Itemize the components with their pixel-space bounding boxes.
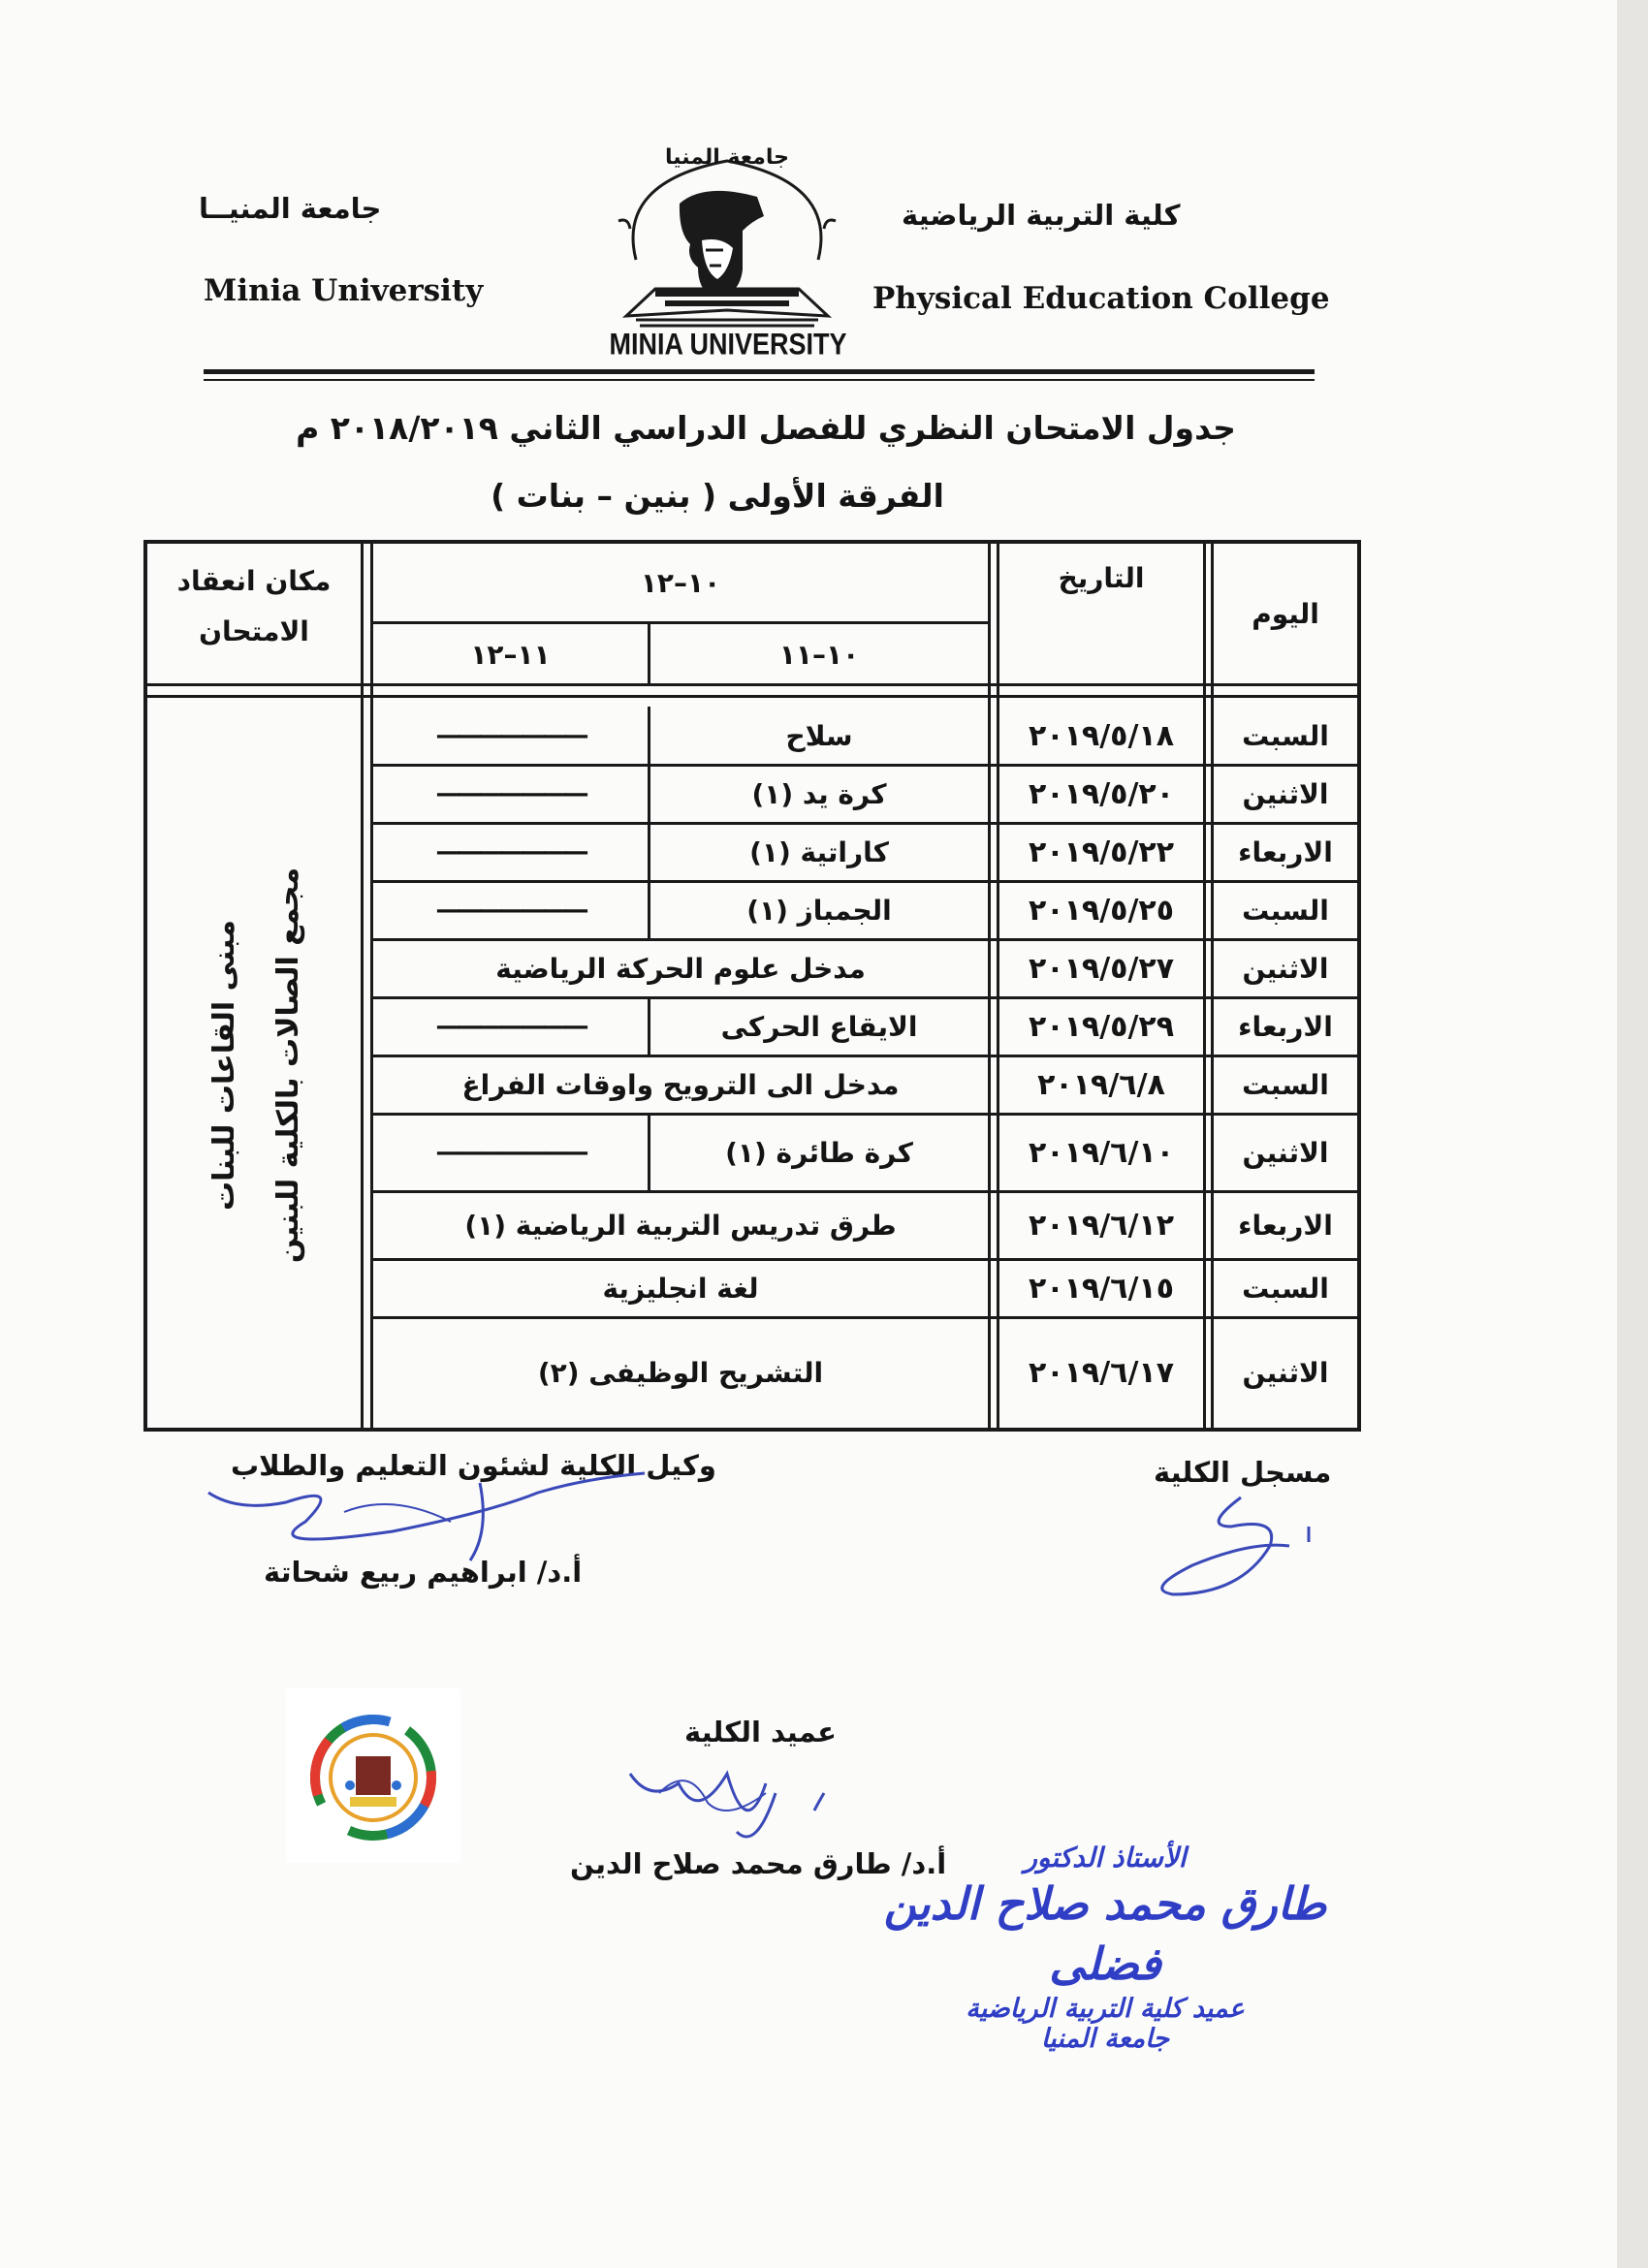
row-subject: كرة طائرة (١) xyxy=(725,1136,913,1169)
row-date: ٢٠١٩/٦/١٥ xyxy=(1028,1271,1175,1306)
row-subject: الجمباز (١) xyxy=(746,894,892,927)
row-date: ٢٠١٩/٥/٢٢ xyxy=(1028,835,1175,869)
row-period-divider xyxy=(648,765,650,823)
period-header-divider xyxy=(370,621,991,624)
row-period-divider xyxy=(648,707,650,765)
header-date: التاريخ xyxy=(1058,561,1145,594)
exam-schedule-table xyxy=(143,540,1361,1432)
venue-cell xyxy=(151,707,363,1424)
header-period-a: ١٠–١١ xyxy=(778,638,860,671)
dean-signature-icon xyxy=(620,1754,853,1861)
row-day: السبت xyxy=(1242,1068,1329,1101)
exam-schedule-subtitle: الفرقة الأولى ( بنين – بنات ) xyxy=(491,477,944,515)
header-venue-line1: مكان انعقاد xyxy=(176,564,332,597)
row-empty-dash: ——————— xyxy=(435,1138,586,1167)
row-date: ٢٠١٩/٥/٢٩ xyxy=(1028,1009,1175,1044)
dean-name: أ.د/ طارق محمد صلاح الدين xyxy=(570,1847,947,1880)
venue-boys-halls: مجمع الصالات بالكلية للبنين xyxy=(271,866,306,1264)
row-subject-full: طرق تدريس التربية الرياضية (١) xyxy=(464,1209,897,1242)
row-day: الاثنين xyxy=(1242,1136,1329,1169)
row-period-divider xyxy=(648,1114,650,1191)
row-period-divider xyxy=(648,823,650,881)
row-date: ٢٠١٩/٥/٢٠ xyxy=(1028,776,1175,811)
row-day: الاثنين xyxy=(1242,777,1329,810)
row-day: السبت xyxy=(1242,719,1329,752)
header-rule-thin xyxy=(204,379,1315,381)
registrar-title: مسجل الكلية xyxy=(1154,1456,1332,1489)
exam-schedule-title: جدول الامتحان النظري للفصل الدراسي الثاني ٢٠١٨/٢٠١٩ م xyxy=(296,409,1236,447)
row-subject-full: مدخل الى الترويح واوقات الفراغ xyxy=(461,1068,900,1101)
header-bottom-border-double xyxy=(147,695,1357,698)
stamp-line3: عميد كلية التربية الرياضية xyxy=(966,1994,1245,2024)
row-day: الاربعاء xyxy=(1238,835,1333,868)
watermark-logo-icon xyxy=(286,1688,460,1863)
vice-dean-signature-icon xyxy=(199,1454,654,1570)
registrar-signature-icon xyxy=(1144,1488,1328,1604)
row-subject-full: مدخل علوم الحركة الرياضية xyxy=(495,952,866,985)
header-venue-line2: الامتحان xyxy=(199,614,309,647)
row-subject-full: التشريح الوظيفى (٢) xyxy=(537,1356,824,1389)
logo-caption: MINIA UNIVERSITY xyxy=(609,327,847,362)
row-period-divider xyxy=(648,881,650,939)
date-column-border xyxy=(1203,540,1206,1432)
row-subject: الايقاع الحركى xyxy=(720,1010,918,1043)
row-subject: كاراتية (١) xyxy=(749,835,889,868)
dean-title: عميد الكلية xyxy=(684,1716,837,1748)
row-date: ٢٠١٩/٦/١٠ xyxy=(1028,1135,1175,1170)
row-empty-dash: ——————— xyxy=(435,896,586,925)
dean-stamp xyxy=(863,1842,1347,2064)
header-rule-thick xyxy=(204,369,1315,374)
row-subject: سلاح xyxy=(785,719,853,752)
row-date: ٢٠١٩/٥/٢٥ xyxy=(1028,893,1175,928)
header-day: اليوم xyxy=(1252,597,1319,630)
watermark-badge xyxy=(286,1688,460,1863)
row-empty-dash: ——————— xyxy=(435,837,586,866)
row-day: السبت xyxy=(1242,894,1329,927)
college-name-en: Physical Education College xyxy=(872,281,1330,316)
stamp-line2: طارق محمد صلاح الدين فضلى xyxy=(883,1877,1327,1990)
row-empty-dash: ——————— xyxy=(435,721,586,750)
row-date: ٢٠١٩/٦/١٧ xyxy=(1028,1355,1175,1390)
university-logo xyxy=(597,143,857,366)
vice-dean-title: وكيل الكلية لشئون التعليم والطلاب xyxy=(231,1449,716,1482)
row-day: الاربعاء xyxy=(1238,1010,1333,1043)
row-subject: كرة يد (١) xyxy=(751,777,887,810)
scan-edge xyxy=(1617,0,1648,2268)
stamp-line4: جامعة المنيا xyxy=(1040,2024,1170,2054)
row-subject-full: لغة انجليزية xyxy=(602,1272,759,1305)
row-empty-dash: ——————— xyxy=(435,779,586,808)
row-date: ٢٠١٩/٦/٨ xyxy=(1037,1067,1165,1102)
header-bottom-border xyxy=(147,683,1357,686)
college-name-ar: كلية التربية الرياضية xyxy=(902,199,1181,232)
row-date: ٢٠١٩/٥/٢٧ xyxy=(1028,951,1175,986)
row-empty-dash: ——————— xyxy=(435,1012,586,1041)
row-day: الاربعاء xyxy=(1238,1209,1333,1242)
university-name-en: Minia University xyxy=(204,273,484,308)
vice-dean-name: أ.د/ ابراهيم ربيع شحاتة xyxy=(264,1556,583,1589)
row-date: ٢٠١٩/٦/١٢ xyxy=(1028,1208,1175,1243)
header-period: ١٠–١٢ xyxy=(640,566,721,599)
logo-arc-text: جامعة المنيا xyxy=(665,145,789,170)
row-day: السبت xyxy=(1242,1272,1329,1305)
header-period-b: ١١–١٢ xyxy=(470,638,551,671)
row-day: الاثنين xyxy=(1242,952,1329,985)
stamp-line1: الأستاذ الدكتور xyxy=(1024,1842,1187,1874)
row-date: ٢٠١٩/٥/١٨ xyxy=(1028,718,1175,753)
row-period-divider xyxy=(648,997,650,1055)
period-column-border xyxy=(988,540,991,1432)
university-name-ar: جامعة المنيــا xyxy=(199,192,382,225)
venue-girls-building: مبنى القاعات للبنات xyxy=(207,919,242,1212)
row-day: الاثنين xyxy=(1242,1356,1329,1389)
